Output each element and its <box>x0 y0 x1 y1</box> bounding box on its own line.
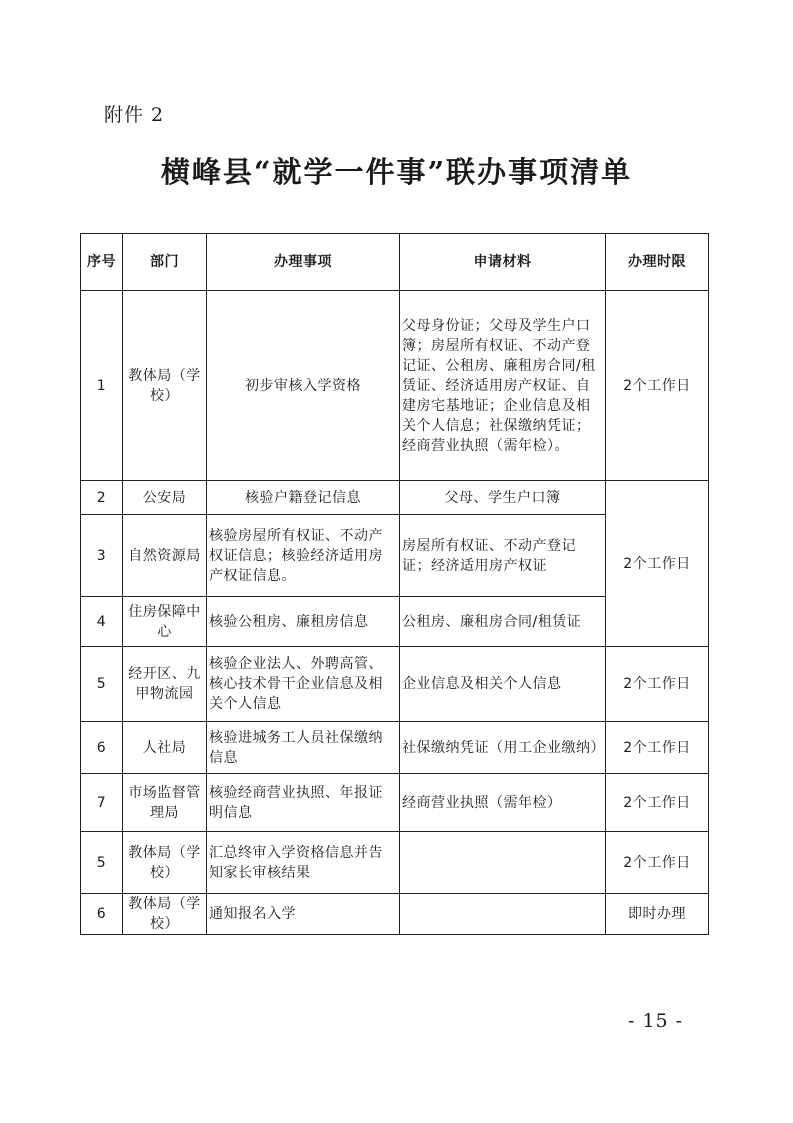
table-row <box>81 832 709 894</box>
header-cell: 办理时限 <box>606 234 709 291</box>
header-cell: 序号 <box>81 234 123 291</box>
matter: 核验经商营业执照、年报证明信息 <box>207 774 400 832</box>
table-header-row <box>81 234 709 291</box>
materials: 企业信息及相关个人信息 <box>400 647 606 722</box>
matter: 核验进城务工人员社保缴纳信息 <box>207 722 400 774</box>
matters-table <box>80 233 709 935</box>
time-limit: 2个工作日 <box>606 481 709 647</box>
department: 经开区、九甲物流园 <box>123 647 207 722</box>
header-cell: 办理事项 <box>207 234 400 291</box>
header-cell: 申请材料 <box>400 234 606 291</box>
page-number: - 15 - <box>628 1010 684 1032</box>
row-number: 2 <box>81 481 123 515</box>
time-limit: 2个工作日 <box>606 722 709 774</box>
attachment-label: 附件 2 <box>104 104 165 126</box>
time-limit: 2个工作日 <box>606 291 709 481</box>
materials: 社保缴纳凭证（用工企业缴纳） <box>400 722 606 774</box>
time-limit: 2个工作日 <box>606 832 709 894</box>
page-title: 横峰县“就学一件事”联办事项清单 <box>160 155 633 189</box>
materials <box>400 894 606 935</box>
materials <box>400 832 606 894</box>
department: 教体局（学校） <box>123 894 207 935</box>
row-number: 5 <box>81 832 123 894</box>
department: 教体局（学校） <box>123 832 207 894</box>
department: 人社局 <box>123 722 207 774</box>
table-row <box>81 774 709 832</box>
time-limit: 2个工作日 <box>606 647 709 722</box>
table-row <box>81 481 709 515</box>
materials: 经商营业执照（需年检） <box>400 774 606 832</box>
materials: 房屋所有权证、不动产登记证；经济适用房产权证 <box>400 515 606 597</box>
table-row <box>81 647 709 722</box>
row-number: 6 <box>81 722 123 774</box>
materials: 公租房、廉租房合同/租赁证 <box>400 597 606 647</box>
row-number: 1 <box>81 291 123 481</box>
matter: 核验房屋所有权证、不动产权证信息；核验经济适用房产权证信息。 <box>207 515 400 597</box>
row-number: 3 <box>81 515 123 597</box>
matter: 核验公租房、廉租房信息 <box>207 597 400 647</box>
materials: 父母身份证；父母及学生户口簿；房屋所有权证、不动产登记证、公租房、廉租房合同/租赁证、经济适用房产权证、自建房宅基地证；企业信息及相关个人信息；社保缴纳凭证；经商营业执照（需年检）。 <box>400 291 606 481</box>
department: 市场监督管理局 <box>123 774 207 832</box>
row-number: 6 <box>81 894 123 935</box>
row-number: 5 <box>81 647 123 722</box>
matter: 初步审核入学资格 <box>207 291 400 481</box>
time-limit: 即时办理 <box>606 894 709 935</box>
table-row <box>81 722 709 774</box>
time-limit: 2个工作日 <box>606 774 709 832</box>
matter: 核验户籍登记信息 <box>207 481 400 515</box>
row-number: 4 <box>81 597 123 647</box>
row-number: 7 <box>81 774 123 832</box>
header-cell: 部门 <box>123 234 207 291</box>
department: 公安局 <box>123 481 207 515</box>
table-row <box>81 894 709 935</box>
table-row <box>81 291 709 481</box>
matter: 汇总终审入学资格信息并告知家长审核结果 <box>207 832 400 894</box>
matter: 通知报名入学 <box>207 894 400 935</box>
department: 自然资源局 <box>123 515 207 597</box>
materials: 父母、学生户口簿 <box>400 481 606 515</box>
matter: 核验企业法人、外聘高管、核心技术骨干企业信息及相关个人信息 <box>207 647 400 722</box>
department: 住房保障中心 <box>123 597 207 647</box>
department: 教体局（学校） <box>123 291 207 481</box>
